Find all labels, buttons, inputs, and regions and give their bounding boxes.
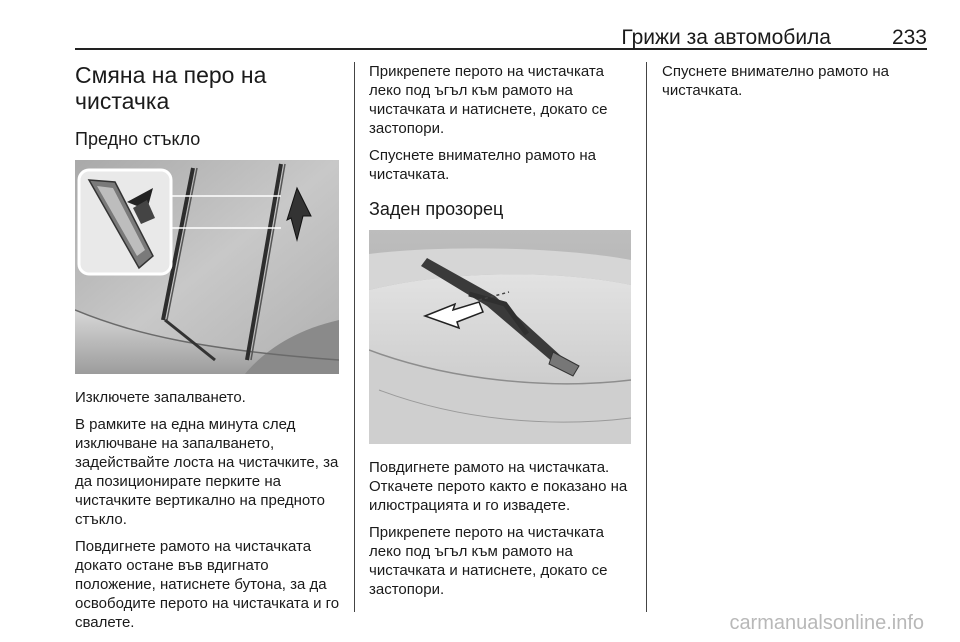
column-2 bbox=[369, 62, 631, 607]
paragraph: Спуснете внимателно рамото на чистачката. bbox=[369, 147, 597, 183]
subsection-rear-window: Заден прозорец bbox=[369, 199, 504, 219]
paragraph: В рамките на една минута след изключване на запалването, задействайте лоста на чистачките, за да позиционирате перките на чистачките вертикално на предното стъкло. bbox=[75, 416, 339, 528]
paragraph: Прикрепете перото на чистачката леко под ъгъл към рамото на чистачката и натиснете, докато се застопори. bbox=[369, 524, 608, 598]
header-title: Грижи за автомобила bbox=[621, 26, 831, 49]
column-divider-1 bbox=[354, 62, 355, 612]
column-1 bbox=[75, 62, 341, 640]
subsection-front-windshield: Предно стъкло bbox=[75, 129, 201, 149]
paragraph: Спуснете внимателно рамото на чистачката. bbox=[662, 63, 890, 99]
paragraph: Изключете запалването. bbox=[75, 389, 246, 406]
column-3 bbox=[662, 62, 924, 108]
column-divider-2 bbox=[646, 62, 647, 612]
paragraph: Повдигнете рамото на чистачката. Откачете перото както е показано на илюстрацията и го извадете. bbox=[369, 459, 628, 514]
front-wiper-illustration bbox=[75, 160, 339, 374]
page-header bbox=[75, 22, 927, 50]
rear-wiper-illustration bbox=[369, 230, 631, 444]
section-title: Смяна на перо на чистачка bbox=[75, 62, 267, 114]
watermark: carmanualsonline.info bbox=[729, 612, 924, 634]
paragraph: Прикрепете перото на чистачката леко под ъгъл към рамото на чистачката и натиснете, докато се застопори. bbox=[369, 63, 608, 137]
page-number: 233 bbox=[891, 26, 927, 49]
paragraph: Повдигнете рамото на чистачката докато остане във вдигнато положение, натиснете бутона, за да освободите перото на чистачката и го свалете. bbox=[75, 538, 340, 631]
